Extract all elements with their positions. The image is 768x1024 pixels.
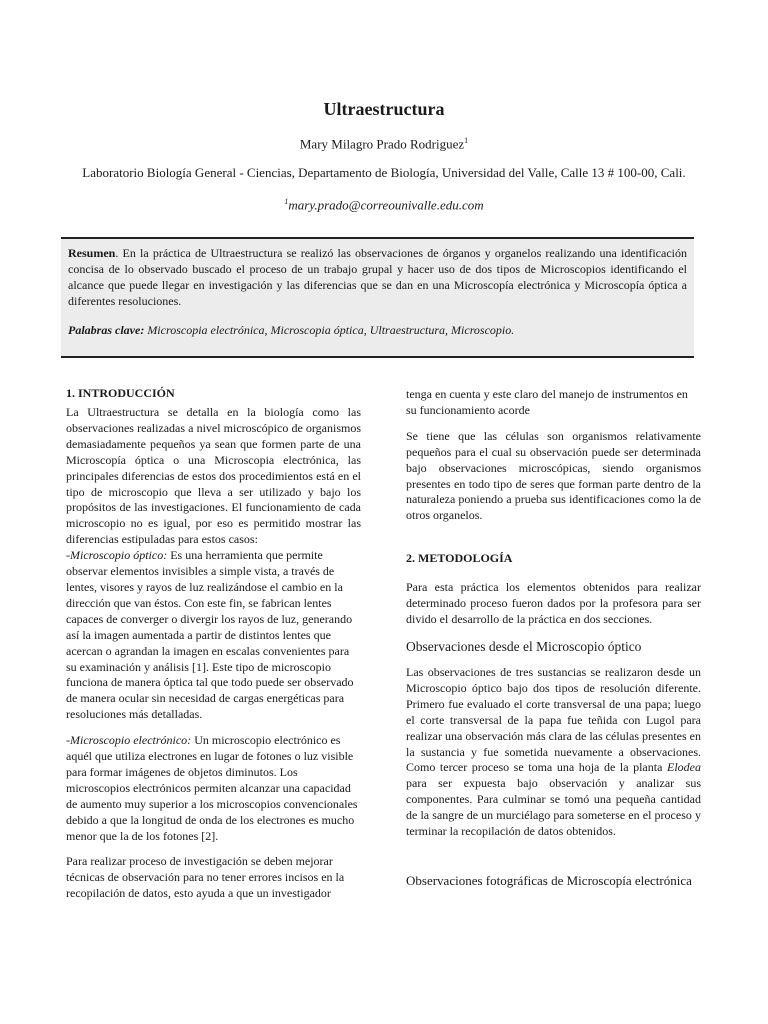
- electronico-label: -Microscopio electrónico:: [66, 733, 192, 748]
- keywords-text: Microscopia electrónica, Microscopia óptica, Ultraestructura, Microscopio.: [144, 323, 515, 337]
- keywords-label: Palabras clave:: [68, 323, 145, 337]
- author-affiliation-mark: 1: [464, 136, 469, 145]
- paper-title: Ultraestructura: [323, 99, 445, 119]
- keywords-paragraph: [68, 322, 687, 338]
- optico-paragraph: [66, 548, 361, 723]
- investigacion-paragraph: Para realizar proceso de investigación se deben mejorar técnicas de observación para no tener errores incisos en la recopilación de datos, esto ayuda a que un investigador: [66, 854, 345, 901]
- right-column: [406, 387, 701, 889]
- intro-paragraph: La Ultraestructura se detalla en la biología como las observaciones realizadas a nivel microscópico de organismos demasiadamente pequeños ya sean que formen parte de una Microscopía óptica o una Microscopia electrónica, las principales diferencias de estos dos procedimientos está en el tipo de microscopio que lleva a ser utilizado y bajo los propósitos de las investigaciones. El funcionamiento de cada microscopio no es igual, por eso es permitido mostrar las diferencias estipuladas para estos casos:: [66, 405, 361, 547]
- section-heading-metodologia: 2. METODOLOGÍA: [406, 551, 513, 566]
- metodo-paragraph: Para esta práctica los elementos obtenidos para realizar determinado proceso fueron dados por la profesora para ser divido el desarrollo de la práctica en dos secciones.: [406, 580, 701, 627]
- email-affiliation-mark: 1: [284, 197, 289, 206]
- author-line: [0, 136, 768, 152]
- abstract-bottom-rule: [61, 356, 694, 358]
- email-line: [0, 197, 768, 213]
- abstract-text: . En la práctica de Ultraestructura se realizó las observaciones de órganos y organelos realizando una identificación concisa de lo observado buscado el proceso de un trabajo grupal y hacer uso de dos tipos de Microscopios identificando el alcance que puede llegar en investigación y las diferencias que se dan en una Microscopía electrónica y Microscopía óptica a diferentes resoluciones.: [68, 246, 687, 308]
- optico-text: Es una herramienta que permite observar elementos invisibles a simple vista, a través de lentes, visores y rayos de luz realizándose el cambio en la dirección que van éstos. Con este fin, se fabrican lentes capaces de converger o divergir los rayos de luz, generando así la imagen aumentada a partir de distintos lentes que acercan o agrandan la imagen en escalas convenientes para su examinación y análisis [1]. Este tipo de microscopio funciona de manera óptica tal que todo puede ser observado de manera ocular sin necesidad de cargas energéticas para resoluciones más detalladas.: [66, 548, 354, 722]
- subheading-microscopio-optico: Observaciones desde el Microscopio óptico: [406, 638, 642, 654]
- abstract-paragraph: [68, 245, 687, 309]
- optico-label: -Microscopio óptico:: [66, 548, 168, 563]
- section-heading-introduccion: 1. INTRODUCCIÓN: [66, 386, 175, 400]
- affiliation: Laboratorio Biología General - Ciencias, Departamento de Biología, Universidad del Valle, Calle 13 # 100-00, Cali.: [82, 165, 686, 180]
- continuation-paragraph: tenga en cuenta y este claro del manejo de instrumentos en su funcionamiento acorde: [406, 387, 688, 417]
- observaciones-italic-term: Elodea: [667, 760, 701, 775]
- author-name: Mary Milagro Prado Rodriguez: [299, 136, 465, 152]
- observaciones-paragraph: [406, 665, 701, 840]
- abstract-box: [61, 239, 694, 356]
- abstract-label: Resumen: [68, 246, 116, 260]
- electronico-paragraph: [66, 733, 361, 844]
- subheading-fotografica: Observaciones fotográficas de Microscopía electrónica: [406, 872, 692, 888]
- electronico-text: Un microscopio electrónico es aquél que utiliza electrones en lugar de fotones o luz visible para formar imágenes de objetos diminutos. Los microscopios electrónicos permiten alcanzar una capacidad de aumento muy superior a los microscopios convencionales debido a que la longitud de onda de los electrones es mucho menor que la de los fotones [2].: [66, 733, 358, 843]
- author-email[interactable]: mary.prado@correounivalle.edu.com: [288, 197, 484, 213]
- observaciones-text-after: para ser expuesta bajo observación y analizar sus componentes. Para culminar se tomó una pequeña cantidad de la sangre de un murciélago para someterse en el proceso y terminar la recopilación de datos obtenidos.: [406, 776, 701, 839]
- left-column: [66, 385, 361, 912]
- celulas-paragraph: Se tiene que las células son organismos relativamente pequeños para el cual su observación puede ser determinada bajo observaciones microscópicas, siendo organismos presentes en todo tipo de seres que forman parte dentro de la naturaleza poniendo a prueba sus identificaciones como la de otros organelos.: [406, 428, 701, 523]
- observaciones-text-before: Las observaciones de tres sustancias se realizaron desde un Microscopio óptico bajo dos tipos de resolución diferente. Primero fue evaluado el corte transversal de una papa; luego el corte transversal de la papa fue teñida con Lugol para realizar una observación más clara de las células presentes en la sustancia y fue sometida nuevamente a observaciones. Como tercer proceso se toma una hoja de la planta: [406, 664, 701, 775]
